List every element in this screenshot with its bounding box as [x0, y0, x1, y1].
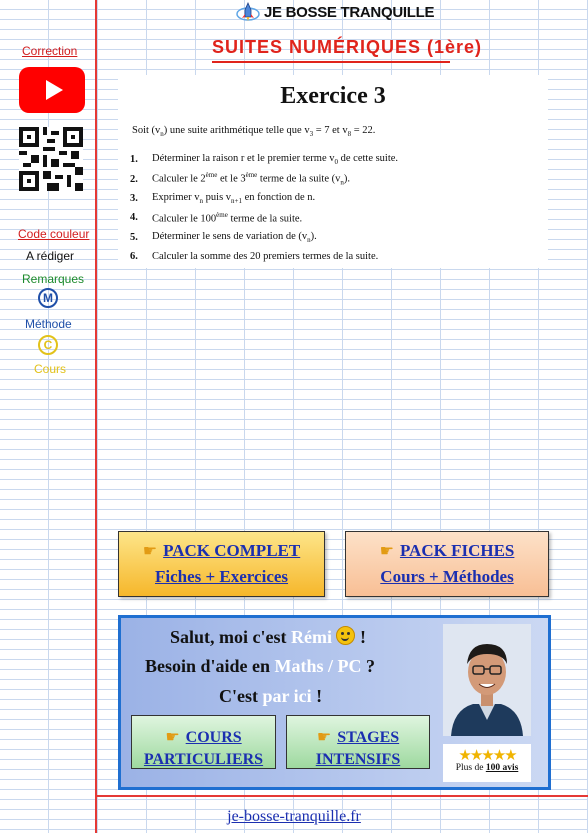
pointing-hand-icon: ☛	[316, 727, 332, 746]
pointing-hand-icon: ☛	[142, 541, 158, 560]
rocket-icon	[236, 2, 260, 22]
question-number: 3.	[130, 192, 138, 204]
question-number: 2.	[130, 173, 138, 185]
cours-label-2[interactable]: PARTICULIERS	[143, 751, 264, 768]
question-number: 4.	[130, 212, 138, 224]
question-item	[130, 228, 398, 247]
cours-c-icon: C	[38, 335, 58, 355]
bottom-rule	[95, 795, 588, 797]
question-item	[130, 169, 398, 188]
cours-label: Cours	[34, 362, 67, 376]
pointing-hand-icon: ☛	[379, 541, 394, 560]
question-item	[130, 208, 398, 227]
pack-complet-title[interactable]: PACK COMPLET	[163, 541, 301, 560]
qr-code-icon[interactable]	[19, 127, 83, 191]
methode-m-icon: M	[38, 288, 58, 308]
code-couleur-label: Code couleur	[18, 227, 90, 241]
question-text: Exprimer $v_n$ puis $v_{n+1}$ en fonction de n.	[152, 191, 316, 206]
promo-cta: C'est par ici !	[219, 686, 323, 706]
pack-complet-button[interactable]	[118, 531, 325, 597]
brand-name: JE BOSSE TRANQUILLE	[264, 3, 435, 21]
par-ici-link[interactable]: par ici	[262, 686, 312, 706]
pointing-hand-icon: ☛	[165, 727, 180, 746]
question-number: 5.	[130, 231, 138, 243]
exercise-question-list	[130, 150, 398, 266]
question-item	[130, 150, 398, 169]
promo-question: Besoin d'aide en Maths / PC ?	[145, 656, 376, 676]
smiley-icon	[336, 626, 355, 645]
question-number: 6.	[130, 251, 138, 263]
page-title: SUITES NUMÉRIQUES (1ère)	[212, 37, 483, 57]
a-rediger-label: A rédiger	[26, 249, 75, 263]
brand-header[interactable]	[236, 2, 434, 22]
reviews-count[interactable]: 100 avis	[485, 763, 519, 773]
pack-fiches-subtitle[interactable]: Cours + Méthodes	[380, 567, 514, 586]
pack-complet-subtitle[interactable]: Fiches + Exercices	[154, 567, 289, 586]
stages-intensifs-button[interactable]	[286, 715, 430, 769]
question-text: Calculer le 100ème terme de la suite.	[152, 211, 303, 225]
question-text: Déterminer le sens de variation de $(v_n)$.	[152, 230, 317, 244]
correction-label[interactable]: Correction	[22, 44, 78, 58]
website-link[interactable]: je-bosse-tranquille.fr	[227, 808, 361, 825]
margin-line	[95, 0, 97, 833]
question-number: 1.	[130, 154, 138, 166]
promo-greeting: Salut, moi c'est Rémi !	[170, 627, 366, 647]
cours-label-1[interactable]: COURS	[185, 729, 242, 746]
question-item	[130, 189, 398, 208]
methode-label: Méthode	[25, 317, 72, 331]
exercise-box	[118, 75, 548, 268]
question-item	[130, 247, 398, 266]
subject-label: Maths / PC	[274, 656, 362, 676]
stages-label-2[interactable]: INTENSIFS	[315, 751, 401, 768]
stages-label-1[interactable]: STAGES	[337, 729, 400, 746]
rating-stars: ★★★★★	[458, 746, 516, 764]
remarques-label: Remarques	[22, 272, 85, 286]
pack-fiches-title[interactable]: PACK FICHES	[399, 541, 515, 560]
tutor-photo	[443, 624, 531, 736]
tutor-name: Rémi	[291, 627, 332, 647]
reviews-badge[interactable]	[443, 744, 531, 782]
cours-particuliers-button[interactable]	[131, 715, 276, 769]
exercise-title: Exercice 3	[280, 83, 386, 109]
question-text: Calculer la somme des 20 premiers termes de la suite.	[152, 251, 379, 263]
play-triangle-icon	[46, 80, 63, 100]
question-text: Déterminer la raison r et le premier terme $v_0$ de cette suite.	[152, 153, 399, 167]
title-underline	[212, 61, 450, 63]
question-text: Calculer le 2ème et le 3ème terme de la suite $(v_n)$.	[152, 171, 350, 187]
pack-fiches-button[interactable]	[345, 531, 549, 597]
exercise-intro: Soit $(v_n)$ une suite arithmétique telle que $v_3 = 7$ et $v_8 = 22$.	[132, 125, 376, 139]
reviews-text: Plus de 100 avis	[455, 763, 519, 773]
